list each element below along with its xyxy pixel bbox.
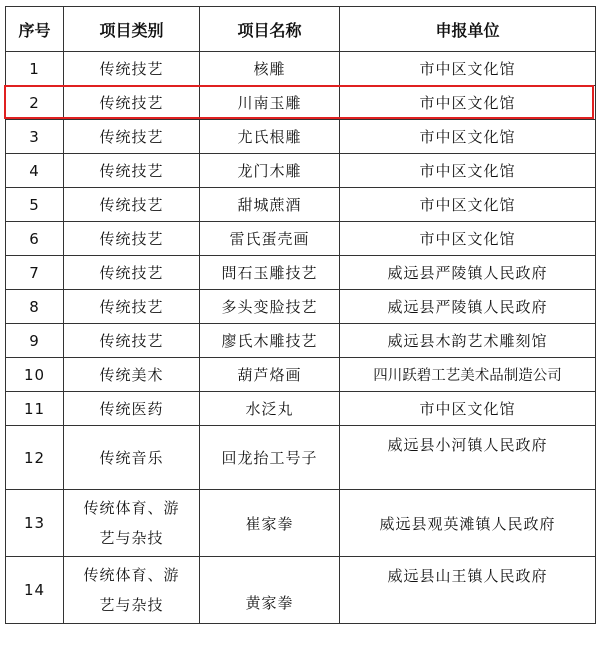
cell-applicant-unit: 市中区文化馆 — [340, 154, 596, 188]
cell-project-name: 回龙抬工号子 — [200, 426, 340, 490]
heritage-projects-table — [5, 6, 596, 624]
table-row — [6, 290, 596, 324]
cell-number: 8 — [6, 290, 64, 324]
cell-project-name: 核雕 — [200, 52, 340, 86]
cell-category: 传统技艺 — [64, 52, 200, 86]
cell-number: 10 — [6, 358, 64, 392]
table-row-highlighted — [6, 86, 596, 120]
cell-applicant-unit: 威远县山王镇人民政府 — [340, 557, 596, 624]
cell-project-name: 雷氏蛋壳画 — [200, 222, 340, 256]
cell-category: 传统技艺 — [64, 290, 200, 324]
table-row — [6, 154, 596, 188]
cell-applicant-unit: 威远县小河镇人民政府 — [340, 426, 596, 490]
cell-applicant-unit: 市中区文化馆 — [340, 222, 596, 256]
category-line-1: 传统体育、游 — [83, 566, 180, 584]
table-row — [6, 358, 596, 392]
cell-applicant-unit: 市中区文化馆 — [340, 52, 596, 86]
cell-category: 传统技艺 — [64, 154, 200, 188]
header-category: 项目类别 — [64, 7, 200, 52]
table-row — [6, 490, 596, 557]
cell-category: 传统技艺 — [64, 324, 200, 358]
header-number: 序号 — [6, 7, 64, 52]
table-row — [6, 120, 596, 154]
cell-applicant-unit: 市中区文化馆 — [340, 188, 596, 222]
cell-number: 5 — [6, 188, 64, 222]
cell-project-name: 葫芦烙画 — [200, 358, 340, 392]
cell-number: 11 — [6, 392, 64, 426]
cell-number: 12 — [6, 426, 64, 490]
table-row — [6, 256, 596, 290]
header-applicant-unit: 申报单位 — [340, 7, 596, 52]
table-row — [6, 392, 596, 426]
cell-number: 1 — [6, 52, 64, 86]
cell-project-name: 龙门木雕 — [200, 154, 340, 188]
cell-category — [64, 490, 200, 557]
cell-number: 4 — [6, 154, 64, 188]
cell-category: 传统音乐 — [64, 426, 200, 490]
cell-applicant-unit: 威远县观英滩镇人民政府 — [340, 490, 596, 557]
cell-number: 7 — [6, 256, 64, 290]
cell-project-name: 廖氏木雕技艺 — [200, 324, 340, 358]
cell-project-name: 崔家拳 — [200, 490, 340, 557]
cell-applicant-unit: 威远县木韵艺术雕刻馆 — [340, 324, 596, 358]
cell-project-name: 黄家拳 — [200, 557, 340, 624]
table-row — [6, 324, 596, 358]
cell-project-name: 多头变脸技艺 — [200, 290, 340, 324]
table-row — [6, 557, 596, 624]
table-row — [6, 52, 596, 86]
table-row — [6, 188, 596, 222]
cell-project-name: 尤氏根雕 — [200, 120, 340, 154]
category-line-2: 艺与杂技 — [99, 529, 164, 547]
category-line-1: 传统体育、游 — [83, 499, 180, 517]
cell-category: 传统技艺 — [64, 120, 200, 154]
cell-category: 传统技艺 — [64, 86, 200, 120]
cell-project-name: 甜城蔗酒 — [200, 188, 340, 222]
table-row — [6, 222, 596, 256]
cell-project-name: 問石玉雕技艺 — [200, 256, 340, 290]
cell-applicant-unit: 市中区文化馆 — [340, 120, 596, 154]
cell-number: 14 — [6, 557, 64, 624]
cell-category: 传统医药 — [64, 392, 200, 426]
cell-category — [64, 557, 200, 624]
cell-category: 传统美术 — [64, 358, 200, 392]
cell-project-name: 水泛丸 — [200, 392, 340, 426]
table-row — [6, 426, 596, 490]
cell-category: 传统技艺 — [64, 188, 200, 222]
cell-number: 13 — [6, 490, 64, 557]
cell-category: 传统技艺 — [64, 222, 200, 256]
header-project-name: 项目名称 — [200, 7, 340, 52]
cell-applicant-unit: 市中区文化馆 — [340, 392, 596, 426]
cell-number: 9 — [6, 324, 64, 358]
cell-applicant-unit: 威远县严陵镇人民政府 — [340, 256, 596, 290]
cell-number: 3 — [6, 120, 64, 154]
cell-number: 2 — [6, 86, 64, 120]
cell-applicant-unit: 市中区文化馆 — [340, 86, 596, 120]
cell-project-name: 川南玉雕 — [200, 86, 340, 120]
table-header-row — [6, 7, 596, 52]
cell-category: 传统技艺 — [64, 256, 200, 290]
cell-number: 6 — [6, 222, 64, 256]
category-line-2: 艺与杂技 — [99, 596, 164, 614]
cell-applicant-unit: 威远县严陵镇人民政府 — [340, 290, 596, 324]
cell-applicant-unit: 四川跃碧工艺美术品制造公司 — [340, 358, 596, 392]
